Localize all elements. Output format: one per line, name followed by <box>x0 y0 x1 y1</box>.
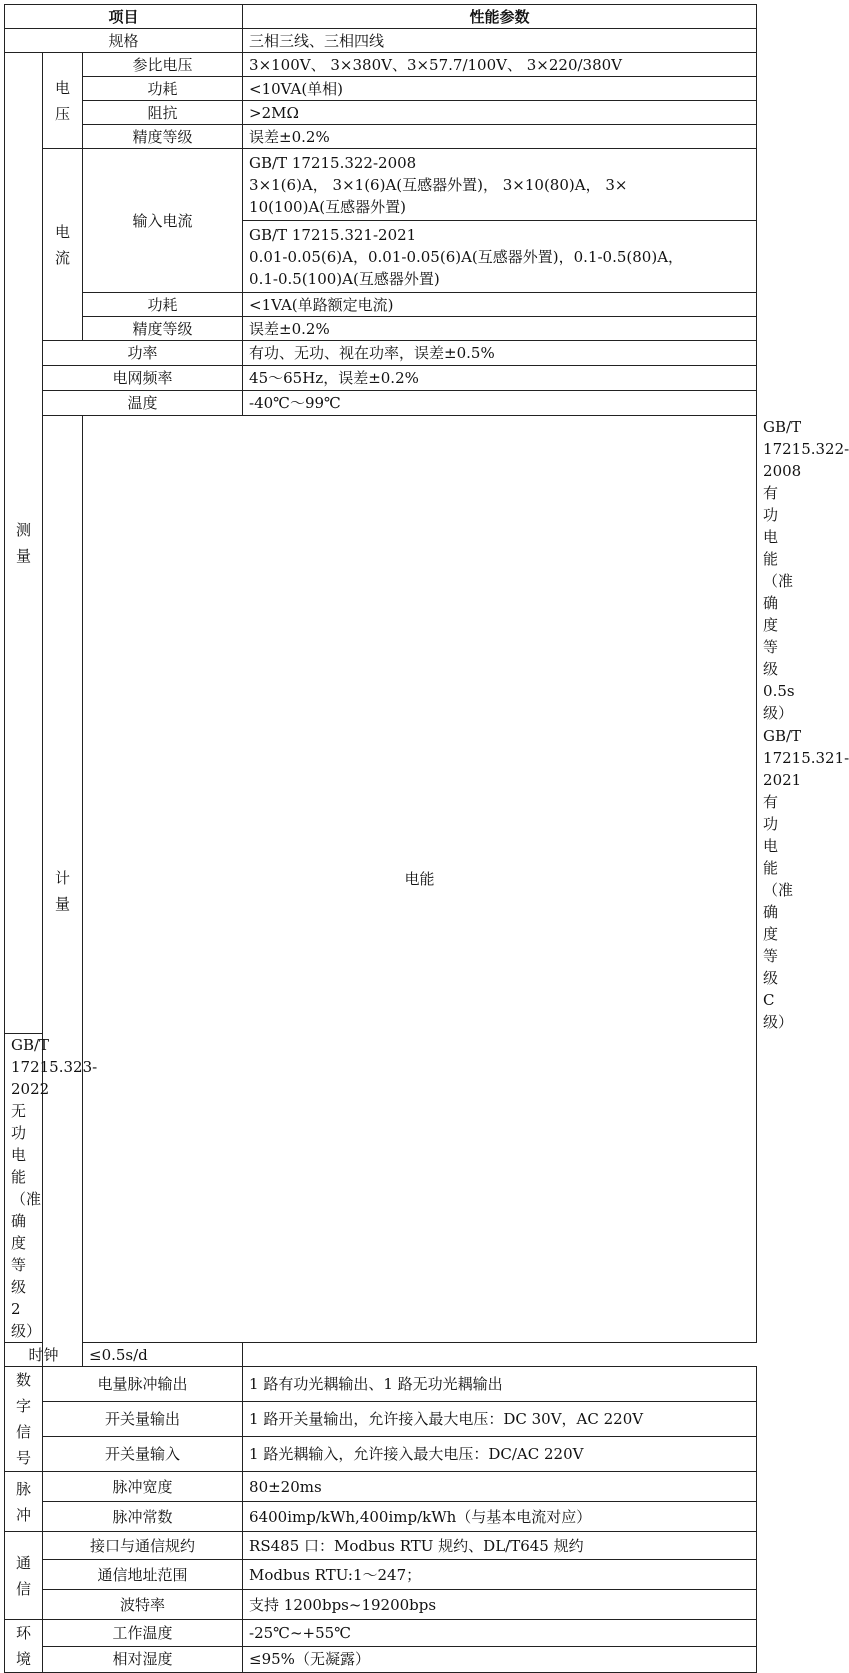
energy-label: 电能 <box>83 416 757 1343</box>
humidity-value: ≤95%（无凝露） <box>243 1646 757 1673</box>
impedance-label: 阻抗 <box>83 101 243 125</box>
frequency-value: 45～65Hz，误差±0.2% <box>243 366 757 391</box>
switch-out-label: 开关量输出 <box>43 1402 243 1437</box>
voltage-accuracy-value: 误差±0.2% <box>243 125 757 149</box>
switch-in-value: 1 路光耦输入，允许接入最大电压：DC/AC 220V <box>243 1437 757 1472</box>
table-row <box>5 1502 757 1532</box>
baud-value: 支持 1200bps~19200bps <box>243 1590 757 1620</box>
input-current-value-b: GB/T 17215.321-2021 0.01-0.05(6)A，0.01-0.05(6)A(互感器外置)，0.1-0.5(80)A， 0.1-0.5(100)A(互感器外置) <box>243 221 757 293</box>
switch-out-value: 1 路开关量输出，允许接入最大电压：DC 30V，AC 220V <box>243 1402 757 1437</box>
table-row <box>5 149 757 221</box>
pulse-out-label: 电量脉冲输出 <box>43 1367 243 1402</box>
table-row <box>5 1590 757 1620</box>
group-comm: 通 信 <box>5 1532 43 1620</box>
voltage-power-value: <10VA(单相) <box>243 77 757 101</box>
humidity-label: 相对湿度 <box>43 1646 243 1673</box>
frequency-label: 电网频率 <box>43 366 243 391</box>
pulse-width-label: 脉冲宽度 <box>43 1472 243 1502</box>
clock-value: ≤0.5s/d <box>83 1343 243 1367</box>
power-label: 功率 <box>43 341 243 366</box>
subgroup-current: 电 流 <box>43 149 83 341</box>
table-row <box>5 1343 757 1367</box>
current-accuracy-value: 误差±0.2% <box>243 317 757 341</box>
pulse-constant-value: 6400imp/kWh,400imp/kWh（与基本电流对应） <box>243 1502 757 1532</box>
table-row <box>5 1472 757 1502</box>
power-value: 有功、无功、视在功率，误差±0.5% <box>243 341 757 366</box>
table-row <box>5 29 757 53</box>
current-power-value: <1VA(单路额定电流) <box>243 293 757 317</box>
table-row <box>5 341 757 366</box>
table-row: 计 量 电能 GB/T 17215.322-2008 有功电能（准确度等级 0.5s 级） <box>5 416 757 725</box>
op-temp-label: 工作温度 <box>43 1620 243 1647</box>
table-row <box>5 391 757 416</box>
temperature-label: 温度 <box>43 391 243 416</box>
group-metering: 计 量 <box>43 416 83 1367</box>
header-item: 项目 <box>5 5 243 29</box>
pulse-constant-label: 脉冲常数 <box>43 1502 243 1532</box>
op-temp-value: -25℃~+55℃ <box>243 1620 757 1647</box>
input-current-value-a: GB/T 17215.322-2008 3×1(6)A， 3×1(6)A(互感器外置)， 3×10(80)A， 3× 10(100)A(互感器外置) <box>243 149 757 221</box>
table-row <box>5 53 757 77</box>
clock-label: 时钟 <box>5 1343 83 1367</box>
table-row <box>5 77 757 101</box>
spec-table <box>4 4 849 1673</box>
impedance-value: >2MΩ <box>243 101 757 125</box>
temperature-value: -40℃～99℃ <box>243 391 757 416</box>
voltage-power-label: 功耗 <box>83 77 243 101</box>
address-value: Modbus RTU:1～247； <box>243 1560 757 1590</box>
table-row <box>5 1620 757 1647</box>
baud-label: 波特率 <box>43 1590 243 1620</box>
table-row <box>5 293 757 317</box>
group-measure: 测 量 <box>5 53 43 1034</box>
group-pulse: 脉 冲 <box>5 1472 43 1532</box>
table-header-row <box>5 5 757 29</box>
interface-label: 接口与通信规约 <box>43 1532 243 1560</box>
table-row <box>5 1646 757 1673</box>
table-row: GB/T 17215.321-2021 有功电能（准确度等级 C 级） <box>763 727 849 1031</box>
pulse-out-value: 1 路有功光耦输出、1 路无功光耦输出 <box>243 1367 757 1402</box>
current-power-label: 功耗 <box>83 293 243 317</box>
spec-value: 三相三线、三相四线 <box>243 29 757 53</box>
interface-value: RS485 口：Modbus RTU 规约、DL/T645 规约 <box>243 1532 757 1560</box>
subgroup-voltage: 电 压 <box>43 53 83 149</box>
group-digital: 数 字 信 号 <box>5 1367 43 1472</box>
table-row <box>5 1532 757 1560</box>
table-row <box>5 317 757 341</box>
group-env: 环 境 <box>5 1620 43 1673</box>
table-row <box>5 1560 757 1590</box>
pulse-width-value: 80±20ms <box>243 1472 757 1502</box>
table-row <box>5 1367 757 1402</box>
header-params: 性能参数 <box>243 5 757 29</box>
input-current-label: 输入电流 <box>83 149 243 293</box>
current-accuracy-label: 精度等级 <box>83 317 243 341</box>
table-row <box>5 125 757 149</box>
table-row <box>5 366 757 391</box>
address-label: 通信地址范围 <box>43 1560 243 1590</box>
spec-label: 规格 <box>5 29 243 53</box>
ref-voltage-value: 3×100V、 3×380V、3×57.7/100V、 3×220/380V <box>243 53 757 77</box>
table-row <box>5 1402 757 1437</box>
table-row <box>5 101 757 125</box>
switch-in-label: 开关量输入 <box>43 1437 243 1472</box>
energy-value-3: GB/T 17215.323-2022 无功电能（准确度等级 2 级） <box>5 1034 43 1343</box>
ref-voltage-label: 参比电压 <box>83 53 243 77</box>
table-row <box>5 1437 757 1472</box>
voltage-accuracy-label: 精度等级 <box>83 125 243 149</box>
